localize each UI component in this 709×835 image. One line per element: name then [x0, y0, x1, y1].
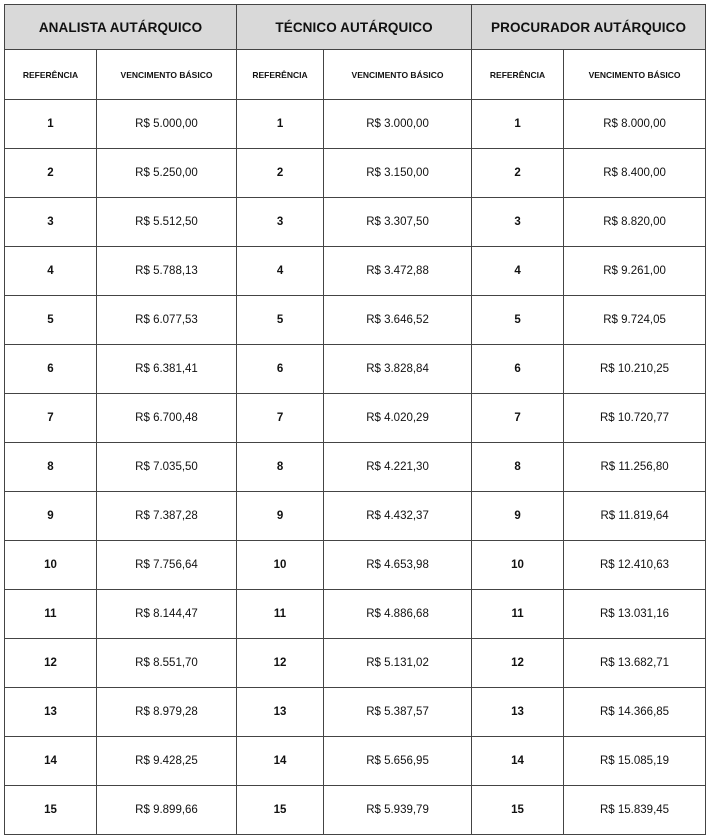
table-row [5, 345, 706, 394]
table-row [5, 247, 706, 296]
vencimento-cell: R$ 9.428,25 [97, 737, 237, 786]
referencia-cell: 2 [472, 149, 564, 198]
vencimento-cell: R$ 11.256,80 [564, 443, 706, 492]
vencimento-cell: R$ 8.979,28 [97, 688, 237, 737]
referencia-cell: 3 [237, 198, 324, 247]
vencimento-cell: R$ 6.700,48 [97, 394, 237, 443]
table-row [5, 198, 706, 247]
vencimento-cell: R$ 14.366,85 [564, 688, 706, 737]
vencimento-cell: R$ 8.144,47 [97, 590, 237, 639]
vencimento-cell: R$ 13.682,71 [564, 639, 706, 688]
vencimento-cell: R$ 4.221,30 [324, 443, 472, 492]
table-row [5, 296, 706, 345]
referencia-cell: 7 [472, 394, 564, 443]
vencimento-cell: R$ 12.410,63 [564, 541, 706, 590]
referencia-cell: 4 [5, 247, 97, 296]
table-row [5, 149, 706, 198]
vencimento-cell: R$ 5.939,79 [324, 786, 472, 835]
referencia-cell: 8 [5, 443, 97, 492]
referencia-cell: 15 [5, 786, 97, 835]
referencia-cell: 10 [237, 541, 324, 590]
referencia-cell: 9 [5, 492, 97, 541]
table-row [5, 688, 706, 737]
referencia-cell: 13 [237, 688, 324, 737]
column-header-row [5, 50, 706, 100]
vencimento-cell: R$ 3.828,84 [324, 345, 472, 394]
vencimento-cell: R$ 3.150,00 [324, 149, 472, 198]
vencimento-cell: R$ 3.307,50 [324, 198, 472, 247]
vencimento-cell: R$ 9.261,00 [564, 247, 706, 296]
referencia-cell: 12 [237, 639, 324, 688]
column-header-referencia: REFERÊNCIA [5, 50, 97, 100]
vencimento-cell: R$ 10.210,25 [564, 345, 706, 394]
table-row [5, 394, 706, 443]
referencia-cell: 15 [237, 786, 324, 835]
vencimento-cell: R$ 4.653,98 [324, 541, 472, 590]
vencimento-cell: R$ 5.656,95 [324, 737, 472, 786]
group-title-analista: ANALISTA AUTÁRQUICO [5, 5, 237, 50]
referencia-cell: 8 [472, 443, 564, 492]
referencia-cell: 7 [237, 394, 324, 443]
vencimento-cell: R$ 6.381,41 [97, 345, 237, 394]
vencimento-cell: R$ 8.400,00 [564, 149, 706, 198]
table-body [5, 100, 706, 835]
column-header-vencimento: VENCIMENTO BÁSICO [97, 50, 237, 100]
group-title-procurador: PROCURADOR AUTÁRQUICO [472, 5, 706, 50]
vencimento-cell: R$ 7.035,50 [97, 443, 237, 492]
referencia-cell: 9 [237, 492, 324, 541]
referencia-cell: 4 [237, 247, 324, 296]
vencimento-cell: R$ 3.000,00 [324, 100, 472, 149]
referencia-cell: 7 [5, 394, 97, 443]
referencia-cell: 14 [237, 737, 324, 786]
vencimento-cell: R$ 3.646,52 [324, 296, 472, 345]
column-header-referencia: REFERÊNCIA [472, 50, 564, 100]
referencia-cell: 1 [5, 100, 97, 149]
referencia-cell: 4 [472, 247, 564, 296]
referencia-cell: 14 [472, 737, 564, 786]
referencia-cell: 1 [472, 100, 564, 149]
vencimento-cell: R$ 13.031,16 [564, 590, 706, 639]
referencia-cell: 2 [5, 149, 97, 198]
group-header-row [5, 5, 706, 50]
vencimento-cell: R$ 4.886,68 [324, 590, 472, 639]
vencimento-cell: R$ 15.085,19 [564, 737, 706, 786]
group-title-tecnico: TÉCNICO AUTÁRQUICO [237, 5, 472, 50]
vencimento-cell: R$ 11.819,64 [564, 492, 706, 541]
vencimento-cell: R$ 5.387,57 [324, 688, 472, 737]
vencimento-cell: R$ 4.432,37 [324, 492, 472, 541]
referencia-cell: 5 [237, 296, 324, 345]
referencia-cell: 3 [472, 198, 564, 247]
referencia-cell: 6 [237, 345, 324, 394]
vencimento-cell: R$ 5.000,00 [97, 100, 237, 149]
referencia-cell: 9 [472, 492, 564, 541]
referencia-cell: 11 [237, 590, 324, 639]
column-header-referencia: REFERÊNCIA [237, 50, 324, 100]
vencimento-cell: R$ 9.724,05 [564, 296, 706, 345]
referencia-cell: 6 [472, 345, 564, 394]
referencia-cell: 11 [472, 590, 564, 639]
column-header-vencimento: VENCIMENTO BÁSICO [564, 50, 706, 100]
referencia-cell: 13 [5, 688, 97, 737]
vencimento-cell: R$ 8.820,00 [564, 198, 706, 247]
vencimento-cell: R$ 5.512,50 [97, 198, 237, 247]
referencia-cell: 15 [472, 786, 564, 835]
table-row [5, 786, 706, 835]
table-row [5, 443, 706, 492]
table-row [5, 492, 706, 541]
table-row [5, 590, 706, 639]
column-header-vencimento: VENCIMENTO BÁSICO [324, 50, 472, 100]
vencimento-cell: R$ 4.020,29 [324, 394, 472, 443]
referencia-cell: 12 [5, 639, 97, 688]
referencia-cell: 12 [472, 639, 564, 688]
vencimento-cell: R$ 6.077,53 [97, 296, 237, 345]
vencimento-cell: R$ 7.387,28 [97, 492, 237, 541]
referencia-cell: 13 [472, 688, 564, 737]
referencia-cell: 3 [5, 198, 97, 247]
salary-table [4, 4, 706, 835]
vencimento-cell: R$ 5.788,13 [97, 247, 237, 296]
vencimento-cell: R$ 5.250,00 [97, 149, 237, 198]
vencimento-cell: R$ 5.131,02 [324, 639, 472, 688]
vencimento-cell: R$ 10.720,77 [564, 394, 706, 443]
referencia-cell: 1 [237, 100, 324, 149]
table-row [5, 639, 706, 688]
referencia-cell: 14 [5, 737, 97, 786]
referencia-cell: 10 [5, 541, 97, 590]
vencimento-cell: R$ 7.756,64 [97, 541, 237, 590]
referencia-cell: 8 [237, 443, 324, 492]
referencia-cell: 6 [5, 345, 97, 394]
vencimento-cell: R$ 3.472,88 [324, 247, 472, 296]
referencia-cell: 5 [5, 296, 97, 345]
table-row [5, 737, 706, 786]
referencia-cell: 5 [472, 296, 564, 345]
vencimento-cell: R$ 8.551,70 [97, 639, 237, 688]
table-row [5, 100, 706, 149]
table-row [5, 541, 706, 590]
vencimento-cell: R$ 15.839,45 [564, 786, 706, 835]
vencimento-cell: R$ 9.899,66 [97, 786, 237, 835]
vencimento-cell: R$ 8.000,00 [564, 100, 706, 149]
referencia-cell: 11 [5, 590, 97, 639]
referencia-cell: 2 [237, 149, 324, 198]
referencia-cell: 10 [472, 541, 564, 590]
